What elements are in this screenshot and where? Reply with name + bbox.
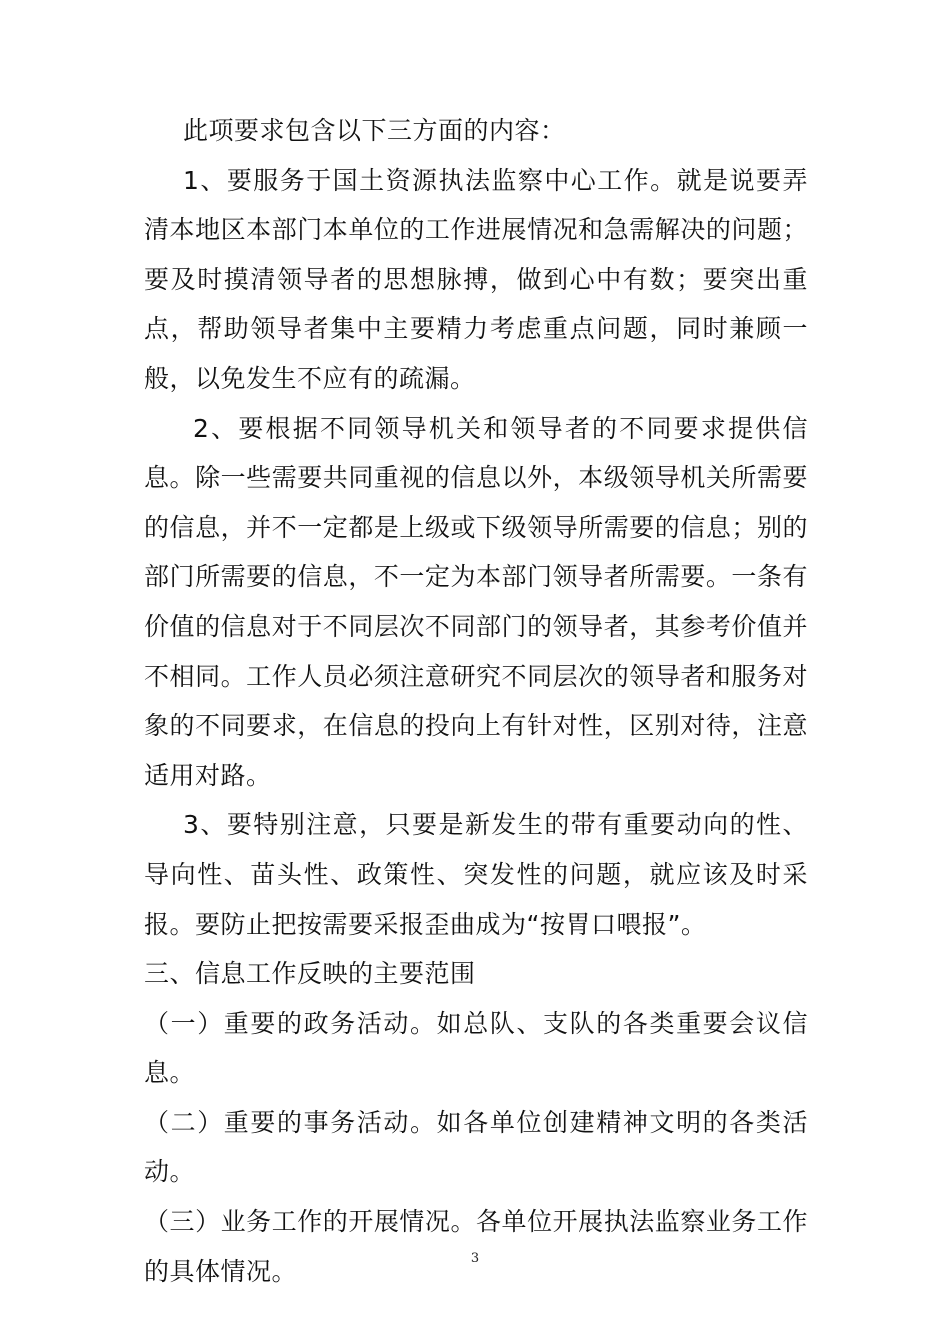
- document-body: [144, 106, 808, 1296]
- intro-paragraph: 此项要求包含以下三方面的内容：: [183, 116, 566, 145]
- section-heading: 三、信息工作反映的主要范围: [144, 959, 476, 989]
- scope-item-3: （三）业务工作的开展情况。各单位开展执法监察业务工作的具体情况。: [144, 1207, 808, 1286]
- page-number: 3: [470, 1251, 480, 1266]
- requirement-3-paragraph: 3、要特别注意，只要是新发生的带有重要动向的性、导向性、苗头性、政策性、突发性的问题，就应该及时采报。要防止把按需要采报歪曲成为“按胃口喂报”。: [144, 810, 808, 939]
- requirement-1-paragraph: 1、要服务于国土资源执法监察中心工作。就是说要弄清本地区本部门本单位的工作进展情况和急需解决的问题；要及时摸清领导者的思想脉搏，做到心中有数；要突出重点，帮助领导者集中主要精力考虑重点问题，同时兼顾一般，以免发生不应有的疏漏。: [144, 165, 808, 393]
- requirement-2-paragraph: 2、要根据不同领导机关和领导者的不同要求提供信息。除一些需要共同重视的信息以外，本级领导机关所需要的信息，并不一定都是上级或下级领导所需要的信息；别的部门所需要的信息，不一定为本部门领导者所需要。一条有价值的信息对于不同层次不同部门的领导者，其参考价值并不相同。工作人员必须注意研究不同层次的领导者和服务对象的不同要求，在信息的投向上有针对性，区别对待，注意适用对路。: [144, 413, 808, 790]
- scope-item-1: （一）重要的政务活动。如总队、支队的各类重要会议信息。: [144, 1008, 808, 1088]
- scope-item-2: （二）重要的事务活动。如各单位创建精神文明的各类活动。: [144, 1107, 808, 1187]
